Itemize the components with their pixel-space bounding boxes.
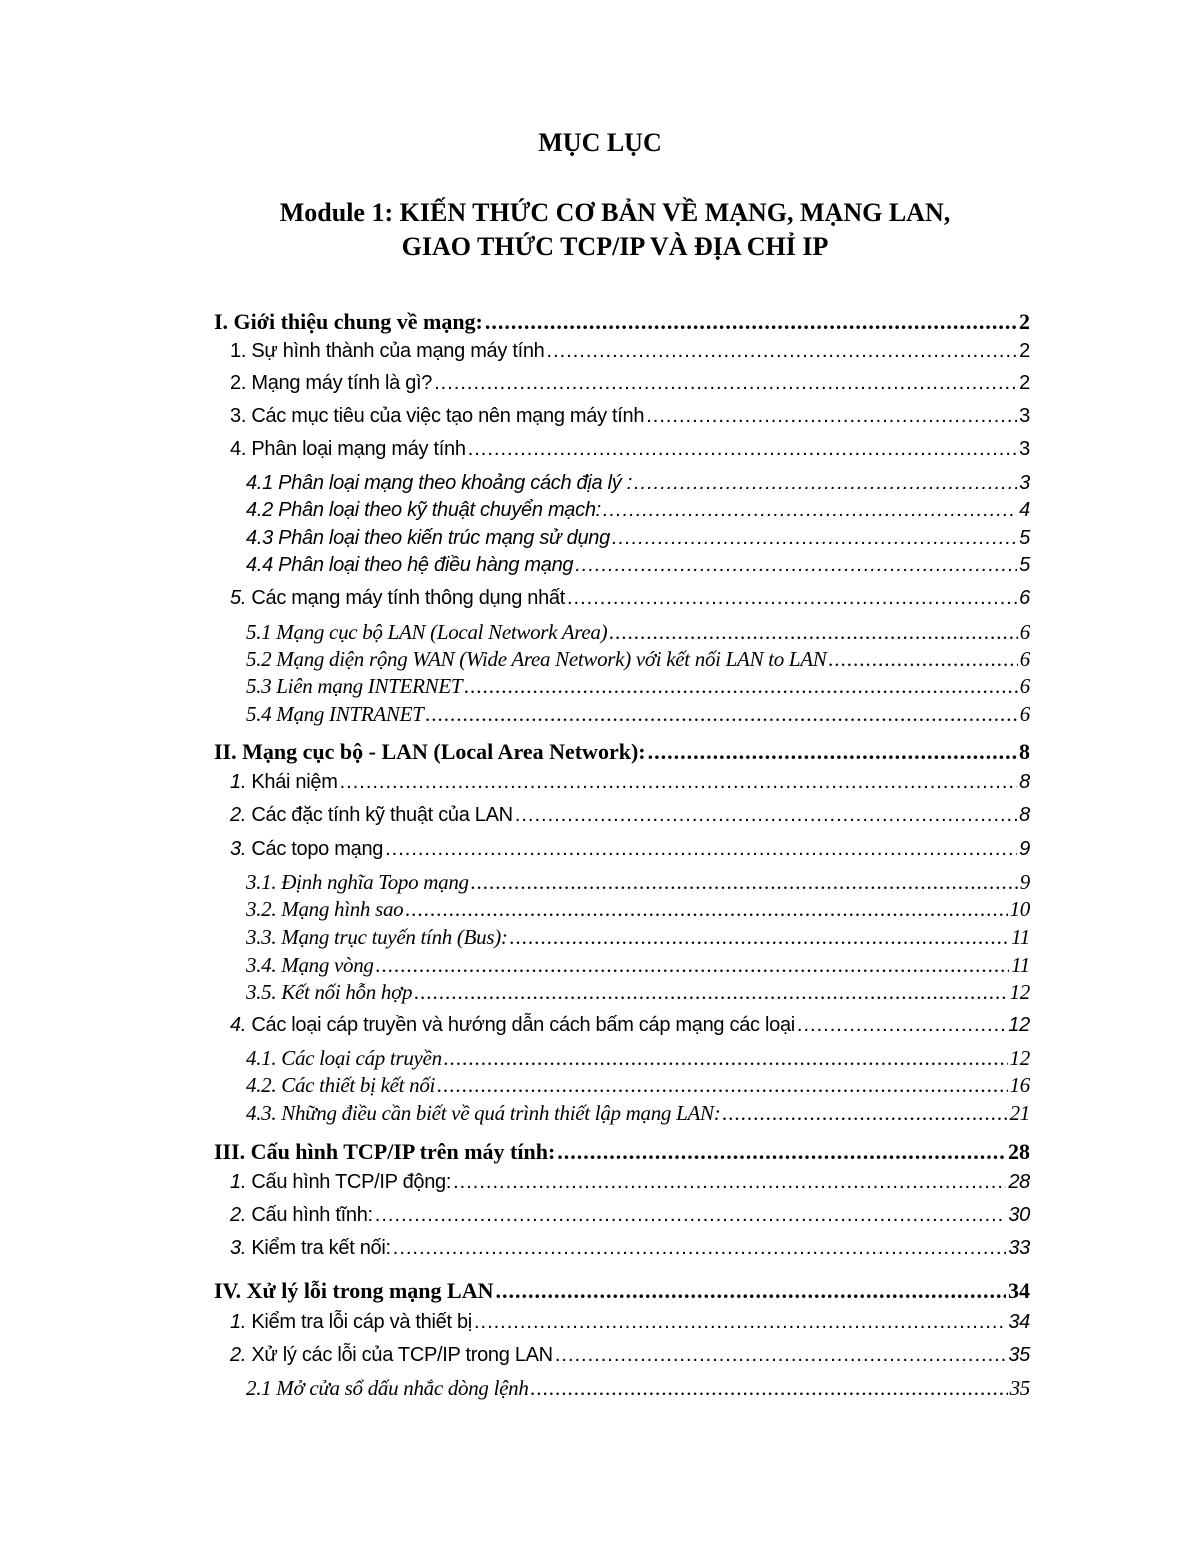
toc-label: II. Mạng cục bộ - LAN (Local Area Network): bbox=[214, 739, 646, 764]
toc-label: 4. Phân loại mạng máy tính bbox=[230, 438, 466, 460]
toc-entry[interactable] bbox=[230, 771, 1030, 794]
toc-page-number: 8 bbox=[1019, 739, 1030, 764]
toc-subentry[interactable] bbox=[246, 527, 1030, 550]
toc-leader bbox=[797, 1014, 1006, 1037]
toc-page-number: 3 bbox=[1019, 472, 1030, 494]
toc-label: 4.2. Các thiết bị kết nối bbox=[246, 1073, 436, 1097]
toc-page-number: 3 bbox=[1019, 438, 1030, 460]
toc-subentry[interactable] bbox=[246, 554, 1030, 577]
toc-label: 1. Sự hình thành của mạng máy tính bbox=[230, 340, 545, 362]
toc-subentry[interactable] bbox=[246, 674, 1030, 699]
toc-page-number: 12 bbox=[1009, 1046, 1030, 1070]
toc-leader bbox=[609, 620, 1018, 645]
toc-subentry[interactable] bbox=[246, 472, 1030, 495]
toc-page-number: 6 bbox=[1019, 620, 1030, 644]
toc-page-number: 6 bbox=[1019, 587, 1030, 609]
toc-subentry[interactable] bbox=[246, 980, 1030, 1005]
toc-leader bbox=[722, 1101, 1007, 1126]
toc-label bbox=[230, 587, 565, 610]
toc-subentry[interactable] bbox=[246, 953, 1030, 978]
toc-entry[interactable] bbox=[230, 405, 1030, 428]
toc-leader bbox=[437, 1073, 1008, 1098]
toc-page-number: 28 bbox=[1008, 1139, 1030, 1164]
toc-number: 4. bbox=[230, 1014, 247, 1036]
toc-label bbox=[230, 1204, 373, 1227]
toc-number: 1. bbox=[230, 1311, 247, 1333]
toc-label-text: Các topo mạng bbox=[246, 838, 384, 860]
toc-leader bbox=[510, 925, 1010, 950]
toc-label: 3.4. Mạng vòng bbox=[246, 953, 374, 977]
toc-entry[interactable] bbox=[230, 1204, 1030, 1227]
toc-subentry[interactable] bbox=[246, 897, 1030, 922]
toc-page-number: 12 bbox=[1009, 980, 1030, 1004]
toc-page-number: 6 bbox=[1019, 674, 1030, 698]
toc-section-1[interactable] bbox=[214, 309, 1030, 335]
toc-page-number: 33 bbox=[1008, 1237, 1030, 1259]
toc-page-number: 35 bbox=[1009, 1376, 1030, 1400]
toc-leader bbox=[444, 1046, 1008, 1071]
toc-leader bbox=[375, 1204, 1007, 1227]
toc-leader bbox=[464, 674, 1018, 699]
toc-number: 2. bbox=[230, 1204, 247, 1226]
toc-page-number: 11 bbox=[1011, 953, 1030, 977]
toc-subentry[interactable] bbox=[246, 1046, 1030, 1071]
toc-number: 1. bbox=[230, 771, 247, 793]
toc-leader bbox=[829, 647, 1018, 672]
toc-entry[interactable] bbox=[230, 838, 1030, 861]
toc-entry[interactable] bbox=[230, 1171, 1030, 1194]
toc-number: 2. bbox=[230, 1344, 247, 1366]
toc-page-number: 21 bbox=[1009, 1101, 1030, 1125]
toc-leader bbox=[468, 438, 1017, 461]
toc-section-4[interactable] bbox=[214, 1278, 1030, 1304]
toc-page-number: 9 bbox=[1019, 838, 1030, 860]
toc-page-number: 11 bbox=[1011, 925, 1030, 949]
toc-label: 5.3 Liên mạng INTERNET bbox=[246, 674, 463, 698]
toc-label bbox=[230, 804, 513, 827]
toc-label-text: Xử lý các lỗi của TCP/IP trong LAN bbox=[246, 1344, 553, 1366]
toc-leader bbox=[515, 804, 1017, 827]
toc-label-text: Cấu hình TCP/IP động: bbox=[246, 1171, 452, 1193]
toc-subentry[interactable] bbox=[246, 499, 1030, 522]
toc-label: 3.1. Định nghĩa Topo mạng bbox=[246, 870, 469, 894]
toc-page-number: 8 bbox=[1019, 771, 1030, 793]
toc-leader bbox=[474, 1311, 1006, 1334]
toc-label: 3. Các mục tiêu của việc tạo nên mạng máy tính bbox=[230, 405, 645, 427]
toc-label: 3.2. Mạng hình sao bbox=[246, 897, 404, 921]
toc-label-text: Khái niệm bbox=[246, 771, 338, 793]
toc-label: IV. Xử lý lỗi trong mạng LAN bbox=[214, 1278, 494, 1303]
toc-entry[interactable] bbox=[230, 804, 1030, 827]
toc-number: 5. bbox=[230, 587, 247, 609]
toc-page-number: 8 bbox=[1019, 804, 1030, 826]
toc-entry[interactable] bbox=[230, 372, 1030, 395]
toc-label-text: Các loại cáp truyền và hướng dẫn cách bấm cáp mạng các loại bbox=[246, 1014, 795, 1036]
toc-leader bbox=[603, 499, 1017, 522]
toc-leader bbox=[648, 739, 1017, 765]
toc-entry[interactable] bbox=[230, 587, 1030, 610]
toc-label-text: Kiểm tra lỗi cáp và thiết bị bbox=[246, 1311, 472, 1333]
toc-leader bbox=[376, 953, 1010, 978]
toc-leader bbox=[340, 771, 1018, 794]
toc-label bbox=[230, 1344, 553, 1367]
toc-leader bbox=[557, 1139, 1006, 1165]
toc-leader bbox=[405, 897, 1007, 922]
toc-page-number: 2 bbox=[1019, 372, 1030, 394]
toc-subentry[interactable] bbox=[246, 647, 1030, 672]
toc-page-number: 5 bbox=[1019, 554, 1030, 576]
toc-label: I. Giới thiệu chung về mạng: bbox=[214, 309, 483, 334]
module-heading-line-1: Module 1: KIẾN THỨC CƠ BẢN VỀ MẠNG, MẠNG LAN, bbox=[279, 198, 951, 227]
toc-page-number: 2 bbox=[1019, 340, 1030, 362]
toc-label bbox=[230, 838, 383, 861]
toc-label: 2.1 Mở cửa sổ dấu nhắc dòng lệnh bbox=[246, 1376, 529, 1400]
toc-subentry[interactable] bbox=[246, 702, 1030, 727]
toc-label-text: Cấu hình tĩnh: bbox=[246, 1204, 373, 1226]
toc-label: 5.1 Mạng cục bộ LAN (Local Network Area) bbox=[246, 620, 608, 644]
toc-page-number: 6 bbox=[1019, 702, 1030, 726]
toc-label: 4.1 Phân loại mạng theo khoảng cách địa lý : bbox=[246, 472, 632, 494]
toc-leader bbox=[453, 1171, 1006, 1194]
toc-label bbox=[230, 1311, 472, 1334]
toc-label bbox=[230, 1237, 391, 1260]
toc-label: 5.4 Mạng INTRANET bbox=[246, 702, 424, 726]
toc-label-text: Các đặc tính kỹ thuật của LAN bbox=[246, 804, 513, 826]
toc-leader bbox=[495, 1278, 1006, 1304]
toc-page-number: 6 bbox=[1019, 647, 1030, 671]
toc-label bbox=[230, 1171, 451, 1194]
toc-entry[interactable] bbox=[230, 1311, 1030, 1334]
toc-page-number: 30 bbox=[1008, 1204, 1030, 1226]
toc-leader bbox=[414, 980, 1007, 1005]
toc-leader bbox=[612, 527, 1017, 550]
toc-label: 3.5. Kết nối hỗn hợp bbox=[246, 980, 413, 1004]
toc-label: 4.2 Phân loại theo kỹ thuật chuyển mạch: bbox=[246, 499, 601, 521]
toc-page-number: 3 bbox=[1019, 405, 1030, 427]
toc-leader bbox=[393, 1237, 1007, 1260]
toc-page-number: 12 bbox=[1008, 1014, 1030, 1036]
toc-page-number: 10 bbox=[1009, 897, 1030, 921]
toc-label-text: Kiểm tra kết nối: bbox=[246, 1237, 391, 1259]
toc-subentry[interactable] bbox=[246, 870, 1030, 895]
toc-leader bbox=[426, 702, 1018, 727]
toc-leader bbox=[547, 340, 1018, 363]
toc-number: 2. bbox=[230, 804, 247, 826]
toc-label bbox=[230, 771, 338, 794]
toc-number: 3. bbox=[230, 1237, 247, 1259]
toc-entry[interactable] bbox=[230, 340, 1030, 363]
toc-section-2[interactable] bbox=[214, 739, 1030, 765]
toc-page-number: 5 bbox=[1019, 527, 1030, 549]
toc-page-number: 28 bbox=[1008, 1171, 1030, 1193]
toc-subentry[interactable] bbox=[246, 620, 1030, 645]
toc-page-number: 34 bbox=[1008, 1278, 1030, 1303]
toc-leader bbox=[485, 309, 1017, 335]
toc-label-text: Các mạng máy tính thông dụng nhất bbox=[246, 587, 565, 609]
toc-page-number: 9 bbox=[1019, 870, 1030, 894]
toc-leader bbox=[385, 838, 1017, 861]
toc-leader bbox=[471, 870, 1018, 895]
toc-entry[interactable] bbox=[230, 438, 1030, 461]
toc-label: 5.2 Mạng diện rộng WAN (Wide Area Network) với kết nối LAN to LAN bbox=[246, 647, 827, 671]
toc-label: III. Cấu hình TCP/IP trên máy tính: bbox=[214, 1139, 556, 1164]
toc-entry[interactable] bbox=[230, 1014, 1030, 1037]
toc-section-3[interactable] bbox=[214, 1139, 1030, 1165]
toc-leader bbox=[567, 587, 1017, 610]
toc-subentry[interactable] bbox=[246, 1376, 1030, 1401]
toc-label: 4.3. Những điều cần biết về quá trình thiết lập mạng LAN: bbox=[246, 1101, 721, 1125]
toc-subentry[interactable] bbox=[246, 1101, 1030, 1126]
toc-subentry[interactable] bbox=[246, 925, 1030, 950]
toc-page-number: 35 bbox=[1008, 1344, 1030, 1366]
toc-label bbox=[230, 1014, 795, 1037]
toc-leader bbox=[555, 1344, 1007, 1367]
toc-leader bbox=[646, 405, 1017, 428]
toc-leader bbox=[575, 554, 1017, 577]
toc-page-number: 34 bbox=[1008, 1311, 1030, 1333]
module-heading-line-2: GIAO THỨC TCP/IP VÀ ĐỊA CHỈ IP bbox=[401, 232, 829, 261]
toc-subentry[interactable] bbox=[246, 1073, 1030, 1098]
toc-label: 3.3. Mạng trục tuyến tính (Bus): bbox=[246, 925, 508, 949]
toc-page-number: 2 bbox=[1019, 309, 1030, 334]
toc-entry[interactable] bbox=[230, 1344, 1030, 1367]
toc-entry[interactable] bbox=[230, 1237, 1030, 1260]
toc-page-number: 4 bbox=[1019, 499, 1030, 521]
toc-label: 4.3 Phân loại theo kiến trúc mạng sử dụng bbox=[246, 527, 610, 549]
toc-label: 4.1. Các loại cáp truyền bbox=[246, 1046, 442, 1070]
toc-label: 4.4 Phân loại theo hệ điều hàng mạng bbox=[246, 554, 574, 576]
toc-leader bbox=[634, 472, 1017, 495]
toc-page-number: 16 bbox=[1009, 1073, 1030, 1097]
toc-leader bbox=[434, 372, 1017, 395]
toc-number: 3. bbox=[230, 838, 247, 860]
toc-label: 2. Mạng máy tính là gì? bbox=[230, 372, 433, 394]
toc-number: 1. bbox=[230, 1171, 247, 1193]
page-title: MỤC LỤC bbox=[538, 128, 662, 157]
toc-leader bbox=[531, 1376, 1008, 1401]
